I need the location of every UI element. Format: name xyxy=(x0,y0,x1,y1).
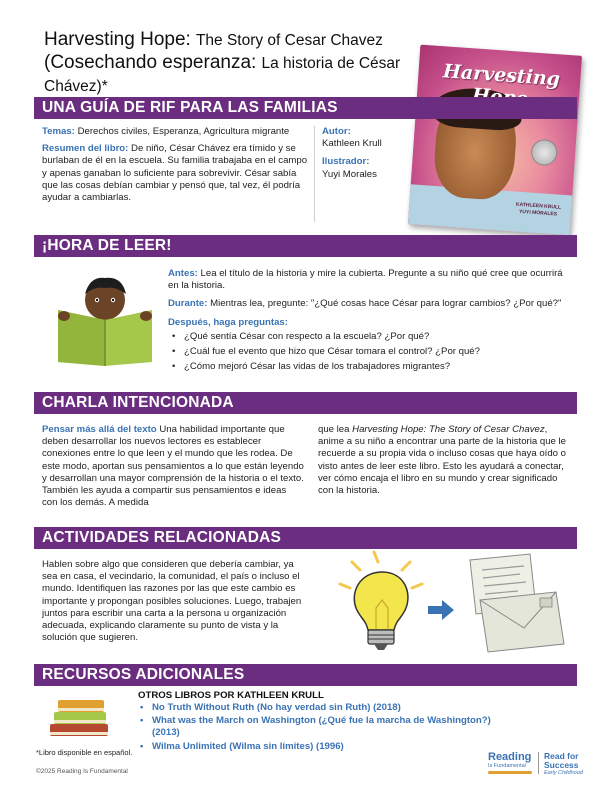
section-bar-talk: CHARLA INTENCIONADA xyxy=(34,392,577,414)
during-paragraph xyxy=(168,298,566,310)
cover-title: Harvesting xyxy=(442,60,561,91)
book-cover-image xyxy=(408,45,582,236)
guide-right-column xyxy=(322,126,414,187)
list-item: • ¿Cómo mejoró César las vidas de los trabajadores migrantes? xyxy=(168,361,566,373)
talk-text-1: Una habilidad importante que deben desarrollar los nuevos lectores es establecer conexiones entre lo que leen y el mundo que les rodea. De este modo, aportan sus pensamientos a lo que están leyendo y desarrollan una mayor comprensión de la historia o el texto. También les ayuda a compartir sus pensamientos e ideas con los demás. A medida xyxy=(42,424,304,509)
child-reading-icon xyxy=(50,270,160,366)
section-bar-read: ¡HORA DE LEER! xyxy=(34,235,577,257)
talk-label: Pensar más allá del texto xyxy=(42,424,157,435)
title-rest: The Story of Cesar Chavez xyxy=(195,32,383,49)
list-item[interactable]: • No Truth Without Ruth (No hay verdad sin Ruth) (2018) xyxy=(138,702,498,714)
resources-book-list xyxy=(138,702,498,754)
before-label: Antes: xyxy=(168,268,198,279)
author-value: Kathleen Krull xyxy=(322,138,382,150)
arrow-right-icon xyxy=(428,600,454,620)
resources-heading: OTROS LIBROS POR KATHLEEN KRULL xyxy=(138,690,324,701)
themes-label: Temas: xyxy=(42,126,75,137)
award-medal-icon xyxy=(530,139,558,167)
lightbulb-to-letter-illustration xyxy=(320,548,576,658)
list-item[interactable]: • What was the March on Washington (¿Qué fue la marcha de Washington?) (2013) xyxy=(138,715,498,739)
author-block xyxy=(322,126,414,150)
talk-book-title: Harvesting Hope: The Story of Cesar Chavez xyxy=(352,424,545,435)
summary-label: Resumen del libro: xyxy=(42,143,129,155)
talk-column-2 xyxy=(318,424,574,497)
section-bar-resources: RECURSOS ADICIONALES xyxy=(34,664,577,686)
title-es-bold: (Cosechando esperanza: xyxy=(44,52,257,73)
section-bar-guide: UNA GUÍA DE RIF PARA LAS FAMILIAS xyxy=(34,97,577,119)
rif-logo-line1: Reading xyxy=(488,751,532,763)
themes-paragraph xyxy=(42,126,310,138)
talk-text-2-pre: que lea xyxy=(318,424,350,435)
themes-value: Derechos civiles, Esperanza, Agricultura migrante xyxy=(77,126,290,137)
page-title xyxy=(44,28,424,97)
talk-column-1 xyxy=(42,424,304,509)
guide-left-column xyxy=(42,126,310,209)
after-label: Después, haga preguntas: xyxy=(168,316,288,328)
read-text xyxy=(168,268,566,376)
read-for-success-logo xyxy=(544,752,594,777)
rfs-logo-line1: Read for Success xyxy=(544,751,579,770)
before-paragraph xyxy=(168,268,566,292)
copyright: ©2025 Reading Is Fundamental xyxy=(36,768,128,775)
letter-icon xyxy=(470,554,564,652)
section-bar-activities: ACTIVIDADES RELACIONADAS xyxy=(34,527,577,549)
rfs-logo-line2: Early Childhood xyxy=(544,770,583,776)
illustrator-value: Yuyi Morales xyxy=(322,168,377,180)
title-bold: Harvesting Hope: xyxy=(44,29,191,50)
column-divider xyxy=(314,126,315,222)
list-item[interactable]: • Wilma Unlimited (Wilma sin límites) (1996) xyxy=(138,741,498,753)
summary-value: De niño, César Chávez era tímido y se burlaban de él en la escuela. Su familia trabajaba en el campo y apenas ganaban lo suficiente para sobrevivir. César sabía que las cosas debían cambiar y pensó que, tal vez, él podría ayudar a cambiarlas. xyxy=(42,143,308,204)
list-item: • ¿Cuál fue el evento que hizo que César tomara el control? ¿Por qué? xyxy=(168,346,566,358)
talk-text-2-post: , anime a su niño a encontrar una parte de la historia que le recuerde a su propia vida o incluso cosas que haya oído o visto antes de leer este libro. Esto les ayudará a conectar, ver cómo encaja el libro en su mundo y crear significado con la historia. xyxy=(318,424,566,497)
spanish-availability-note: *Libro disponible en español. xyxy=(36,748,133,757)
questions-list xyxy=(168,331,566,374)
illustrator-label: Ilustrador: xyxy=(322,156,370,168)
activities-text: Hablen sobre algo que consideren que debería cambiar, ya sea en casa, el vecindario, la comunidad, el país o incluso el mundo. Identifiquen las razones por las que este cambio es importante y propongan posibles soluciones. Luego, trabajen juntos para escribir una carta a la persona u organización adecuada, explicando claramente su punto de vista y la solución que sugieren. xyxy=(42,559,302,644)
rif-logo xyxy=(488,752,536,774)
book-stack-icon xyxy=(46,692,112,738)
logo-divider xyxy=(538,752,539,774)
author-label: Autor: xyxy=(322,126,351,137)
illustrator-block xyxy=(322,156,414,180)
summary-paragraph xyxy=(42,143,310,204)
list-item: • ¿Qué sentía César con respecto a la escuela? ¿Por qué? xyxy=(168,331,566,343)
during-value: Mientras lea, pregunte: "¿Qué cosas hace César para lograr cambios? ¿Por qué?" xyxy=(210,298,562,310)
during-label: Durante: xyxy=(168,298,208,310)
rif-swoosh-icon xyxy=(488,771,532,774)
rif-logo-line2: Is Fundamental xyxy=(488,763,526,769)
before-value: Lea el título de la historia y mire la cubierta. Pregunte a su niño qué cree que ocurrirá en la historia. xyxy=(168,268,563,292)
cover-illustrator: YUYI MORALES xyxy=(518,208,558,218)
cover-author: KATHLEEN KRULL xyxy=(515,201,562,211)
title-es-rest: La historia de César Chávez)* xyxy=(44,55,401,95)
